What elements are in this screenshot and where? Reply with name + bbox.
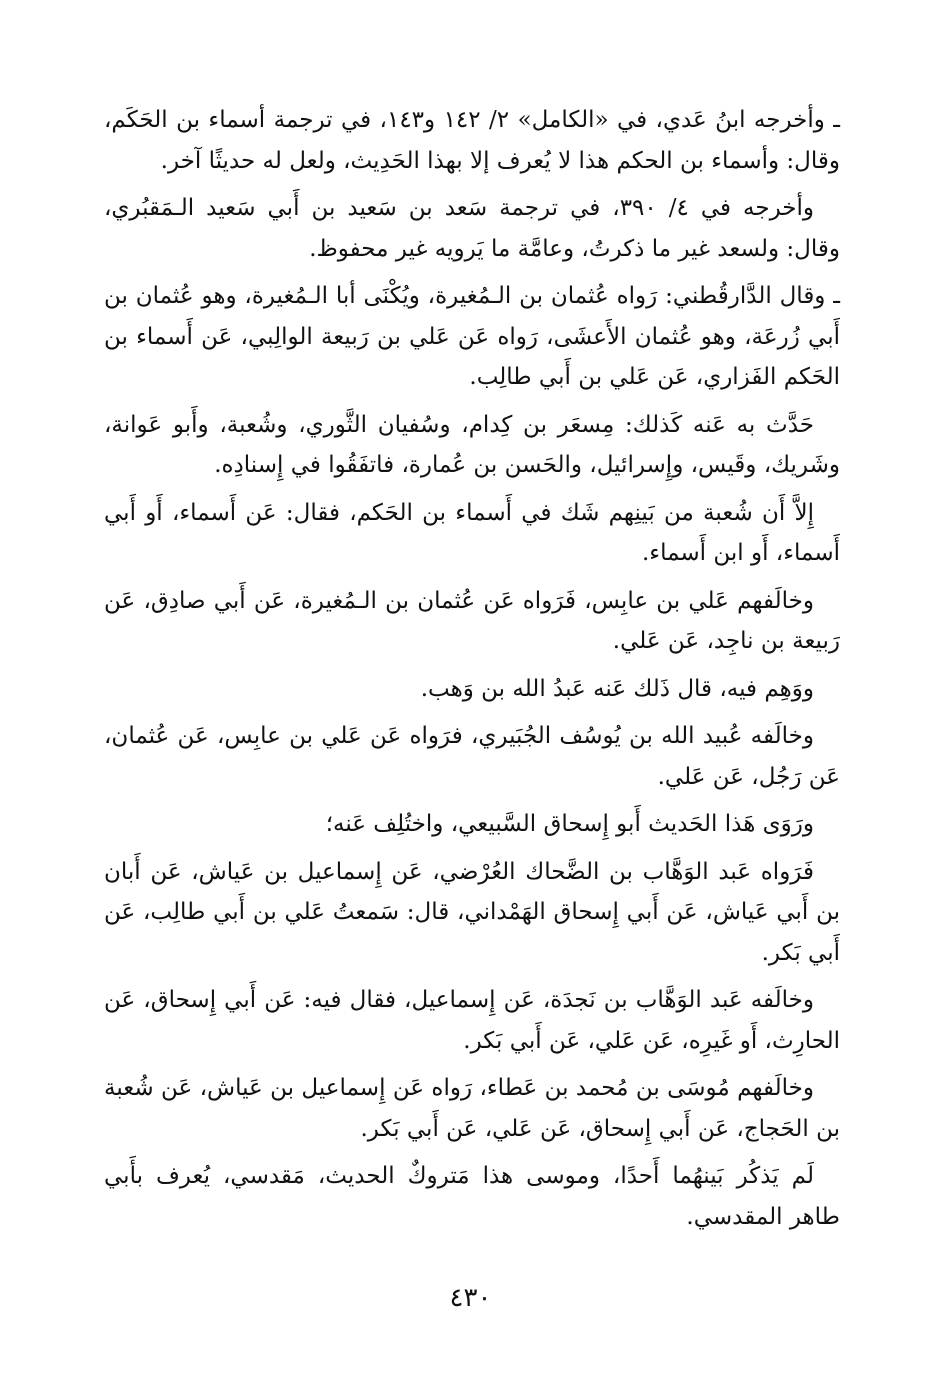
paragraph-daraqutni: ـ وقال الدَّارقُطني: رَواه عُثمان بن الـمُغيرة، ويُكْنَى أبا الـمُغيرة، وهو عُثمان بن أَبي زُرعَة، وهو عُثمان الأَعشَى، رَواه عَن عَلي بن رَبيعة الوالِبي، عَن أَسماء بن الحَكم الفَزاري، عَن عَلي بن أَبي طالِب.	[104, 283, 840, 390]
paragraph-narrators: حَدَّث به عَنه كَذلك: مِسعَر بن كِدام، وسُفيان الثَّوري، وشُعبة، وأَبو عَوانة، وشَريك، وقَيس، وإِسرائيل، والحَسن بن عُمارة، فاتفَقُوا في إِسنادِه.	[104, 411, 840, 478]
paragraph-ali-bin-abis: وخالَفهم عَلي بن عابِس، فَرَواه عَن عُثمان بن الـمُغيرة، عَن أَبي صادِق، عَن رَبيعة بن ناجِد، عَن عَلي.	[104, 587, 840, 654]
paragraph-saad-bin-saeed: وأخرجه في ٤/ ٣٩٠، في ترجمة سَعد بن سَعيد بن أَبي سَعيد الـمَقبُري، وقال: ولسعد غير ما ذكرتُ، وعامَّة ما يَرويه غير محفوظ.	[104, 195, 840, 262]
paragraph-abu-ishaq: ورَوَى هَذا الحَديث أَبو إِسحاق السَّبيعي، واختُلِف عَنه؛	[325, 811, 814, 837]
document-body	[104, 100, 840, 1244]
paragraph-matruk: لَم يَذكُر بَينهُما أَحدًا، وموسى هذا مَتروكٌ الحديث، مَقدسي، يُعرف بأَبي طاهر المقدسي.	[104, 1163, 840, 1230]
paragraph-najda: وخالَفه عَبد الوَهَّاب بن نَجدَة، عَن إِسماعيل، فقال فيه: عَن أَبي إِسحاق، عَن الحارِث، أَو غَيرِه، عَن عَلي، عَن أَبي بَكر.	[104, 987, 840, 1054]
paragraph-shuba-doubt: إِلاَّ أَن شُعبة من بَينِهم شَك في أَسماء بن الحَكم، فقال: عَن أَسماء، أَو أَبي أَسماء، أَو ابن أَسماء.	[104, 499, 840, 566]
paragraph-jubayri: وخالَفه عُبيد الله بن يُوسُف الجُبَيري، فرَواه عَن عَلي بن عابِس، عَن عُثمان، عَن رَجُل، عَن عَلي.	[104, 723, 840, 790]
paragraph-ibn-adi: ـ وأخرجه ابنُ عَدي، في «الكامل» ٢/ ١٤٢ و١٤٣، في ترجمة أسماء بن الحَكَم، وقال: وأسماء بن الحكم هذا لا يُعرف إلا بهذا الحَدِيث، ولعل له حديثًا آخر.	[104, 107, 841, 174]
page-number: ٤٣٠	[449, 1283, 492, 1313]
paragraph-urdi: فَرَواه عَبد الوَهَّاب بن الضَّحاك العُرْضي، عَن إِسماعيل بن عَياش، عَن أَبان بن أَبي عَياش، عَن أَبي إِسحاق الهَمْداني، قال: سَمعتُ عَلي بن أَبي طالِب، عَن أَبي بَكر.	[104, 858, 840, 966]
paragraph-wahm: ووَهِم فيه، قال ذَلك عَنه عَبدُ الله بن وَهب.	[420, 675, 814, 702]
paragraph-musa-bin-muhammad: وخالَفهم مُوسَى بن مُحمد بن عَطاء، رَواه عَن إِسماعيل بن عَياش، عَن شُعبة بن الحَجاج، عَن أَبي إِسحاق، عَن عَلي، عَن أَبي بَكر.	[104, 1075, 840, 1142]
